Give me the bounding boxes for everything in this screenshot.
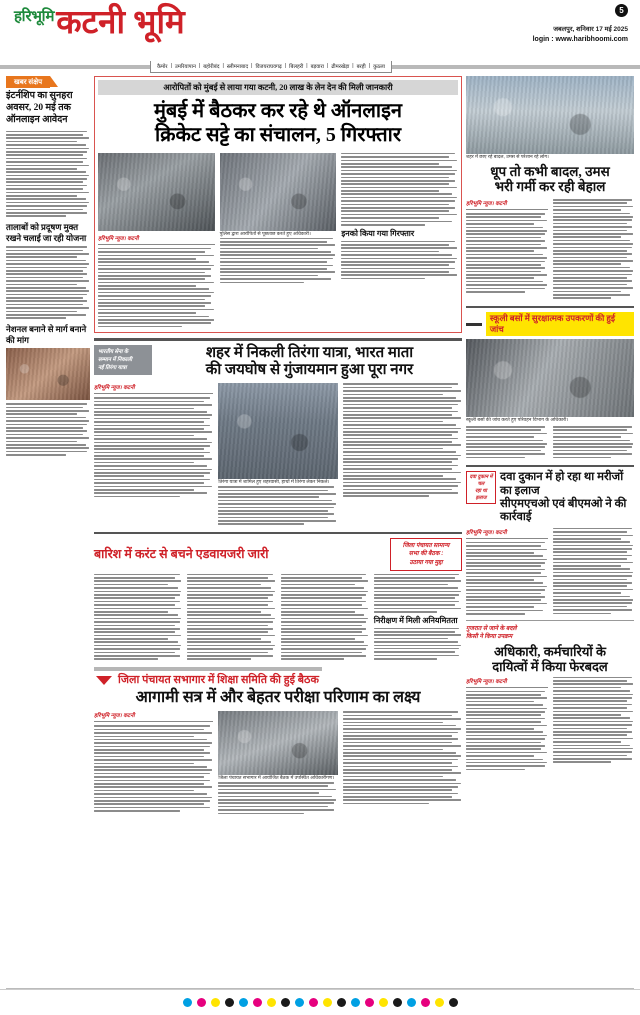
city-link-3[interactable]: स्लीमनाबाद	[226, 64, 249, 70]
lead-body-text-1	[98, 248, 215, 328]
weather-col-2	[553, 199, 635, 301]
education-body-text-3	[343, 711, 462, 804]
medicine-col-1	[466, 528, 548, 617]
tiranga-headline-line2[interactable]: की जयघोष से गुंजायमान हुआ पूरा नगर	[205, 362, 414, 379]
lead-subhead: इनको किया गया गिरफ्तार	[341, 228, 415, 238]
color-registration-dot-12	[351, 998, 360, 1007]
section-divider-3	[94, 667, 322, 671]
brand-small-text: हरिभूमि	[14, 9, 55, 25]
advisory-subhead: निरीक्षण में मिली अनियमितता	[373, 615, 458, 625]
color-registration-dot-14	[379, 998, 388, 1007]
weather-photo-caption: शहर में छाए रहे बादल, उमस से परेशान रहे लोग।	[466, 155, 549, 160]
advisory-body-columns	[94, 574, 462, 662]
medicine-header	[466, 471, 634, 524]
transfer-col-2	[553, 677, 635, 772]
weather-col-1	[466, 199, 548, 301]
education-photo-caption: जिला पंचायत सभागार में आयोजित बैठक में उपस्थित अधिकारीगण।	[218, 776, 335, 782]
lead-story	[94, 76, 462, 333]
transfer-headline-line1[interactable]: अधिकारी, कर्मचारियों के	[493, 643, 607, 659]
sidebar-story1-body	[6, 131, 90, 217]
masthead	[0, 0, 640, 58]
city-link-1[interactable]: उमरियापान	[174, 64, 196, 70]
color-registration-dot-13	[365, 998, 374, 1007]
tiranga-tag-line3: नई तिरंगा यात्रा	[98, 364, 127, 371]
color-registration-dot-8	[295, 998, 304, 1007]
city-link-9[interactable]: कुठला	[373, 64, 385, 70]
byline-rule	[98, 244, 215, 245]
lead-photo-caption: पुलिस द्वारा आरोपितों से पूछताछ करते हुए अधिकारी।	[219, 231, 311, 237]
color-registration-dot-17	[421, 998, 430, 1007]
right-column	[466, 76, 634, 816]
advisory-col-3	[281, 574, 369, 662]
lead-photo	[98, 153, 215, 231]
advisory-box-line1: जिला पंचायत सामान्य	[402, 543, 450, 550]
sidebar-story1-headline[interactable]: इंटर्नशिप का सुनहरा अवसर, 20 मई तक ऑनलाइन आवेदन	[6, 91, 73, 125]
transfer-body-text-2	[553, 677, 635, 763]
weather-photo	[466, 76, 634, 154]
bar-marker-icon	[466, 323, 482, 326]
footer-color-bar	[0, 989, 640, 1015]
tiranga-header	[94, 345, 462, 380]
tiranga-tag	[94, 345, 152, 375]
transfer-byline: हरिभूमि न्यूज। कटनी	[466, 678, 507, 685]
city-link-4[interactable]: विजयराघवगढ़	[255, 64, 282, 70]
advisory-box-line3: उठाया गया मुद्दा	[409, 559, 443, 566]
transfer-kicker-line2: किसी ने किया उपक्रम	[466, 634, 513, 641]
medicine-byline-rule	[466, 538, 548, 539]
lead-body-columns	[98, 153, 458, 329]
advisory-body-text-1	[94, 574, 182, 660]
brief-tag-label: खबर संक्षेप	[6, 76, 50, 88]
transfer-body-text-1	[466, 691, 548, 771]
sidebar-story2-body	[6, 246, 90, 319]
transfer-col-1	[466, 677, 548, 772]
sidebar-column	[6, 76, 90, 816]
weather-headline-line1[interactable]: धूप तो कभी बादल, उमस	[490, 163, 610, 179]
tiranga-photo	[218, 383, 337, 479]
school-bus-body-columns	[466, 426, 634, 460]
lead-col-2	[220, 153, 337, 329]
medicine-byline: हरिभूमि न्यूज। कटनी	[466, 529, 507, 536]
weather-byline-rule	[466, 209, 548, 210]
school-bus-body-text-2	[553, 426, 635, 458]
advisory-box-line2: सभा की बैठक :	[408, 551, 444, 558]
sidebar-story3-headline[interactable]: नेशनल बनाने से मार्ग बनाने की मांग	[6, 324, 87, 345]
tiranga-col-1	[94, 383, 213, 526]
color-registration-dot-6	[267, 998, 276, 1007]
school-bus-header	[466, 312, 634, 336]
color-registration-dot-15	[393, 998, 402, 1007]
education-col-2	[218, 711, 337, 816]
city-link-2[interactable]: बहोरीबंद	[203, 64, 220, 70]
color-registration-dot-18	[435, 998, 444, 1007]
advisory-callout-box	[390, 538, 462, 570]
school-bus-col-2	[553, 426, 635, 460]
tiranga-byline-rule	[94, 393, 213, 394]
tiranga-col-2	[218, 383, 337, 526]
section-divider-2	[94, 532, 462, 535]
education-kicker-headline[interactable]: जिला पंचायत सभागार में शिक्षा समिति की हुई बैठक	[118, 673, 319, 686]
color-registration-dot-16	[407, 998, 416, 1007]
sidebar-photo	[6, 348, 90, 400]
dateline: जबलपुर, शनिवार 17 मई 2025	[553, 26, 628, 33]
education-col-1	[94, 711, 213, 816]
color-registration-dot-1	[197, 998, 206, 1007]
tiranga-byline: हरिभूमि न्यूज। कटनी	[94, 385, 135, 392]
education-headline[interactable]: आगामी सत्र में और बेहतर परीक्षा परिणाम का लक्ष्य	[135, 688, 421, 706]
medicine-body-text-1	[466, 542, 548, 615]
color-registration-dot-3	[225, 998, 234, 1007]
section-divider-6	[466, 620, 634, 621]
tiranga-headline-line1[interactable]: शहर में निकली तिरंगा यात्रा, भारत माता	[205, 344, 414, 361]
weather-headline-line2[interactable]: भरी गर्मी कर रही बेहाल	[494, 179, 606, 195]
city-separator: |	[368, 63, 371, 69]
color-registration-dot-19	[449, 998, 458, 1007]
advisory-body-text-5	[374, 628, 462, 660]
lead-byline: हरिभूमि न्यूज। कटनी	[98, 235, 139, 242]
sidebar-story3-body	[6, 403, 90, 455]
tiranga-body-text-1	[94, 397, 213, 497]
advisory-col-1	[94, 574, 182, 662]
transfer-byline-rule	[466, 687, 548, 688]
color-registration-dot-4	[239, 998, 248, 1007]
strip-rule-left	[0, 65, 150, 69]
school-bus-body-text-1	[466, 426, 548, 458]
lead-kicker: आरोपितों को मुंबई से लाया गया कटनी, 20 लाख के लेन देन की मिली जानकारी	[98, 80, 458, 95]
city-separator: |	[327, 63, 329, 69]
section-divider-4	[466, 306, 634, 309]
page-number-badge: 5	[615, 4, 628, 17]
color-registration-dot-9	[309, 998, 318, 1007]
education-photo	[218, 711, 337, 775]
tiranga-photo-caption: तिरंगा यात्रा में शामिल हुए शहरवासी, हाथों में तिरंगा लेकर निकले।	[218, 480, 330, 486]
city-link-6[interactable]: बड़वारा	[310, 64, 324, 70]
section-divider-5	[466, 465, 634, 468]
medicine-body-text-2	[553, 528, 635, 614]
advisory-headline[interactable]: बारिश में करंट से बचने एडवायजरी जारी	[94, 547, 269, 562]
color-registration-dot-10	[323, 998, 332, 1007]
weather-body-columns	[466, 199, 634, 301]
city-link-5[interactable]: बिलहरी	[289, 64, 304, 70]
education-byline: हरिभूमि न्यूज। कटनी	[94, 713, 135, 720]
advisory-col-2	[187, 574, 275, 662]
lead-headline-line2[interactable]: क्रिकेट सट्टे का संचालन, 5 गिरफ्तार	[154, 124, 402, 147]
color-registration-dot-5	[253, 998, 262, 1007]
city-separator: |	[170, 63, 172, 69]
school-bus-photo	[466, 339, 634, 417]
tiranga-body-text-2	[218, 486, 337, 525]
weather-body-text-1	[466, 213, 548, 293]
main-grid	[0, 76, 640, 816]
education-body-text-1	[94, 725, 213, 811]
tiranga-tag-line2: सम्मान में निकाली	[98, 356, 133, 363]
advisory-body-text-3	[281, 574, 369, 660]
lead-body-text-3	[341, 153, 458, 226]
medicine-body-columns	[466, 528, 634, 617]
city-link-7[interactable]: ढीमरखेड़ा	[331, 64, 350, 70]
lead-headline-line1[interactable]: मुंबई में बैठकर कर रहे थे ऑनलाइन	[153, 100, 403, 122]
advisory-col-4	[374, 574, 462, 662]
advisory-body-text-4	[374, 574, 462, 613]
brief-tag-flag-icon	[50, 76, 58, 87]
advisory-body-text-2	[187, 574, 275, 660]
medicine-col-2	[553, 528, 635, 617]
medicine-tag-line1: दवा दुकान में चल	[469, 474, 493, 488]
city-separator: |	[198, 63, 201, 69]
tiranga-body-text-3	[343, 383, 462, 496]
chevron-down-icon	[96, 676, 112, 685]
education-body-text-2	[218, 782, 337, 814]
city-separator: |	[284, 63, 287, 69]
center-column	[94, 76, 462, 816]
transfer-kicker	[466, 625, 634, 641]
medicine-headline-line1[interactable]: दवा दुकान में हो रहा था मरीजों का इलाज	[500, 471, 624, 497]
website-login-url[interactable]: login : www.haribhoomi.com	[532, 36, 628, 43]
color-registration-dot-7	[281, 998, 290, 1007]
tiranga-body-columns	[94, 383, 462, 526]
section-divider-1	[94, 338, 462, 341]
medicine-headline-line2[interactable]: सीएमएचओ एवं बीएमओ ने की कार्रवाई	[500, 498, 627, 524]
weather-byline: हरिभूमि न्यूज। कटनी	[466, 201, 507, 208]
city-link-0[interactable]: कैमोर	[157, 64, 168, 70]
lead-photo-2	[220, 153, 337, 231]
education-byline-rule	[94, 721, 213, 722]
strip-rule-right	[392, 65, 640, 69]
masthead-meta	[533, 10, 628, 43]
lead-col-1	[98, 153, 215, 329]
lead-col-3	[341, 153, 458, 329]
transfer-headline-line2[interactable]: दायित्वों में किया फेरबदल	[492, 658, 608, 674]
education-col-3	[343, 711, 462, 816]
logo	[14, 4, 185, 39]
city-separator: |	[222, 63, 224, 69]
city-separator: |	[306, 63, 308, 69]
school-bus-col-1	[466, 426, 548, 460]
city-link-8[interactable]: बरही	[356, 64, 366, 70]
city-separator: |	[251, 63, 253, 69]
education-header	[94, 674, 462, 687]
tiranga-col-3	[343, 383, 462, 526]
medicine-tag	[466, 471, 496, 504]
school-bus-photo-caption: स्कूली बसों की जांच करते हुए परिवहन विभाग के अधिकारी।	[466, 418, 569, 424]
color-registration-dot-11	[337, 998, 346, 1007]
weather-body-text-2	[553, 199, 635, 299]
city-separator: |	[352, 63, 354, 69]
lead-body-text-4	[341, 241, 458, 280]
city-list[interactable]	[150, 61, 392, 73]
education-body-columns	[94, 711, 462, 816]
color-registration-dot-0	[183, 998, 192, 1007]
color-registration-dot-2	[211, 998, 220, 1007]
medicine-tag-line2: रहा था इलाज	[475, 487, 487, 501]
sidebar-story2-headline[interactable]: तालाबों को प्रदूषण मुक्त रखने चलाई जा रही योजना	[6, 221, 87, 243]
tiranga-tag-line1: भारतीय सेना के	[98, 348, 129, 355]
brief-tag-group	[6, 76, 90, 88]
transfer-body-columns	[466, 677, 634, 772]
brand-main-title: कटनी भूमि	[56, 5, 185, 41]
school-bus-headline[interactable]: स्कूली बसों में सुरक्षात्मक उपकरणों की हुई जांच	[486, 312, 634, 336]
transfer-kicker-line1: गुजरात से जाने के बदले	[466, 626, 517, 633]
city-nav-strip	[0, 60, 640, 73]
lead-body-text-2	[220, 238, 337, 284]
advisory-header	[94, 538, 462, 570]
